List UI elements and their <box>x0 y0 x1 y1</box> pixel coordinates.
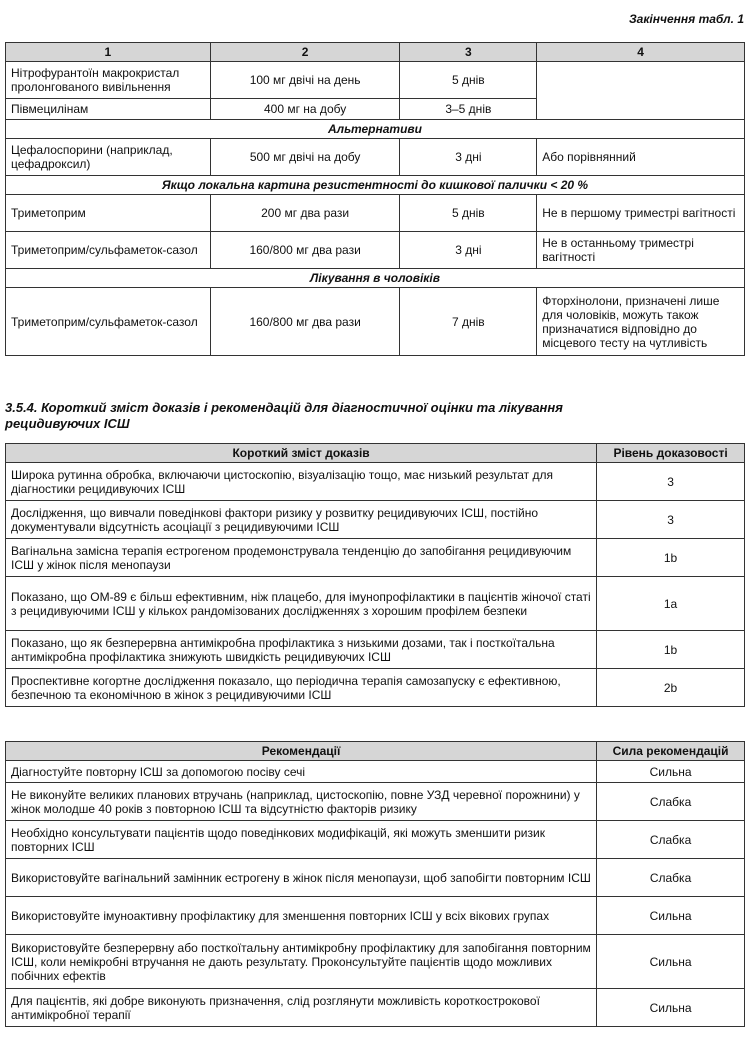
dose-cell: 160/800 мг два рази <box>210 232 400 269</box>
column-header: 1 <box>6 43 211 62</box>
drug-cell: Триметоприм/сульфаметок-сазол <box>6 288 211 356</box>
table-row <box>6 139 745 176</box>
recommendations-table <box>5 741 745 1027</box>
table-row <box>6 897 745 935</box>
level-cell: 3 <box>597 463 745 501</box>
recommendation-cell: Для пацієнтів, які добре виконують призначення, слід розглянути можливість короткострокової антимікробної терапії <box>6 989 597 1027</box>
strength-cell: Сильна <box>597 761 745 783</box>
section-heading-line: 3.5.4. Короткий зміст доказів і рекомендацій для діагностичної оцінки та лікування <box>5 400 563 415</box>
evidence-cell: Показано, що ОМ-89 є більш ефективним, ніж плацебо, для імунопрофілактики в пацієнтів жіночої статі з рецидивуючими ІСШ у кількох рандомізованих дослідженнях з хорошим профілем безпеки <box>6 577 597 631</box>
table-row <box>6 989 745 1027</box>
duration-cell: 3 дні <box>400 139 537 176</box>
level-cell: 1b <box>597 539 745 577</box>
drug-cell: Півмецилінам <box>6 99 211 120</box>
level-cell: 1b <box>597 631 745 669</box>
recommendation-cell: Використовуйте імуноактивну профілактику для зменшення повторних ІСШ у всіх вікових групах <box>6 897 597 935</box>
section-title: Якщо локальна картина резистентності до кишкової палички < 20 % <box>6 176 745 195</box>
table-header-row <box>6 742 745 761</box>
table-row <box>6 783 745 821</box>
table-row <box>6 501 745 539</box>
column-header: Рекомендації <box>6 742 597 761</box>
table-row <box>6 859 745 897</box>
table-row <box>6 669 745 707</box>
evidence-table <box>5 443 745 707</box>
recommendation-cell: Використовуйте безперервну або посткоїтальну антимікробну профілактику для запобігання повторним ІСШ, коли немікробні втручання не дають результату. Проконсультуйте пацієнтів щодо можливих побічних ефектів <box>6 935 597 989</box>
recommendation-cell: Не виконуйте великих планових втручань (наприклад, цистоскопію, повне УЗД черевної порожнини) у жінок молодше 40 років з повторною ІСШ та відсутністю факторів ризику <box>6 783 597 821</box>
evidence-cell: Проспективне когортне дослідження показало, що періодична терапія самозапуску є ефективною, безпечною та економічною в жінок з рецидивуючими ІСШ <box>6 669 597 707</box>
comment-cell: Або порівнянний <box>537 139 745 176</box>
table-row <box>6 821 745 859</box>
duration-cell: 5 днів <box>400 62 537 99</box>
drug-cell: Триметоприм <box>6 195 211 232</box>
evidence-cell: Дослідження, що вивчали поведінкові фактори ризику у розвитку рецидивуючих ІСШ, постійно документували відсутність асоціації з рецидивуючими ІСШ <box>6 501 597 539</box>
section-title: Альтернативи <box>6 120 745 139</box>
duration-cell: 3 дні <box>400 232 537 269</box>
table-row <box>6 761 745 783</box>
table-continuation-label: Закінчення табл. 1 <box>628 12 744 26</box>
comment-cell: Фторхінолони, призначені лише для чоловіків, можуть також призначатися відповідно до місцевого тесту на чутливість <box>537 288 745 356</box>
column-header: 4 <box>537 43 745 62</box>
section-heading <box>5 400 745 432</box>
table-header-row <box>6 43 745 62</box>
drug-cell: Триметоприм/сульфаметок-сазол <box>6 232 211 269</box>
dose-cell: 100 мг двічі на день <box>210 62 400 99</box>
treatment-table <box>5 42 745 356</box>
table-row <box>6 935 745 989</box>
strength-cell: Сильна <box>597 897 745 935</box>
dose-cell: 200 мг два рази <box>210 195 400 232</box>
strength-cell: Сильна <box>597 935 745 989</box>
level-cell: 1a <box>597 577 745 631</box>
table-row <box>6 577 745 631</box>
section-row <box>6 269 745 288</box>
column-header: Короткий зміст доказів <box>6 444 597 463</box>
comment-cell: Не в останньому триместрі вагітності <box>537 232 745 269</box>
section-heading-line: рецидивуючих ІСШ <box>5 416 130 431</box>
recommendation-cell: Використовуйте вагінальний замінник естрогену в жінок після менопаузи, щоб запобігти повторним ІСШ <box>6 859 597 897</box>
dose-cell: 160/800 мг два рази <box>210 288 400 356</box>
level-cell: 3 <box>597 501 745 539</box>
section-row <box>6 176 745 195</box>
comment-cell: Не в першому триместрі вагітності <box>537 195 745 232</box>
strength-cell: Слабка <box>597 821 745 859</box>
duration-cell: 7 днів <box>400 288 537 356</box>
column-header: Сила рекомендацій <box>597 742 745 761</box>
table-row <box>6 62 745 99</box>
recommendation-cell: Діагностуйте повторну ІСШ за допомогою посіву сечі <box>6 761 597 783</box>
drug-cell: Цефалоспорини (наприклад, цефадроксил) <box>6 139 211 176</box>
column-header: 2 <box>210 43 400 62</box>
evidence-cell: Показано, що як безперервна антимікробна профілактика з низькими дозами, так і посткоїтальна антимікробна профілактика знижують швидкість рецидивуючих ІСШ <box>6 631 597 669</box>
evidence-cell: Вагінальна замісна терапія естрогеном продемонструвала тенденцію до запобігання рецидивуючим ІСШ у жінок після менопаузи <box>6 539 597 577</box>
column-header: 3 <box>400 43 537 62</box>
level-cell: 2b <box>597 669 745 707</box>
strength-cell: Слабка <box>597 783 745 821</box>
table-row <box>6 539 745 577</box>
section-row <box>6 120 745 139</box>
duration-cell: 3–5 днів <box>400 99 537 120</box>
table-row <box>6 232 745 269</box>
section-title: Лікування в чоловіків <box>6 269 745 288</box>
dose-cell: 400 мг на добу <box>210 99 400 120</box>
evidence-cell: Широка рутинна обробка, включаючи цистоскопію, візуалізацію тощо, має низький результат для діагностики рецидивуючих ІСШ <box>6 463 597 501</box>
table-header-row <box>6 444 745 463</box>
strength-cell: Слабка <box>597 859 745 897</box>
dose-cell: 500 мг двічі на добу <box>210 139 400 176</box>
strength-cell: Сильна <box>597 989 745 1027</box>
column-header: Рівень доказовості <box>597 444 745 463</box>
table-row <box>6 631 745 669</box>
table-row <box>6 463 745 501</box>
drug-cell: Нітрофурантоїн макрокристал пролонгованого вивільнення <box>6 62 211 99</box>
recommendation-cell: Необхідно консультувати пацієнтів щодо поведінкових модифікацій, які можуть зменшити ризик повторних ІСШ <box>6 821 597 859</box>
duration-cell: 5 днів <box>400 195 537 232</box>
comment-cell <box>537 62 745 120</box>
table-row <box>6 195 745 232</box>
table-row <box>6 288 745 356</box>
